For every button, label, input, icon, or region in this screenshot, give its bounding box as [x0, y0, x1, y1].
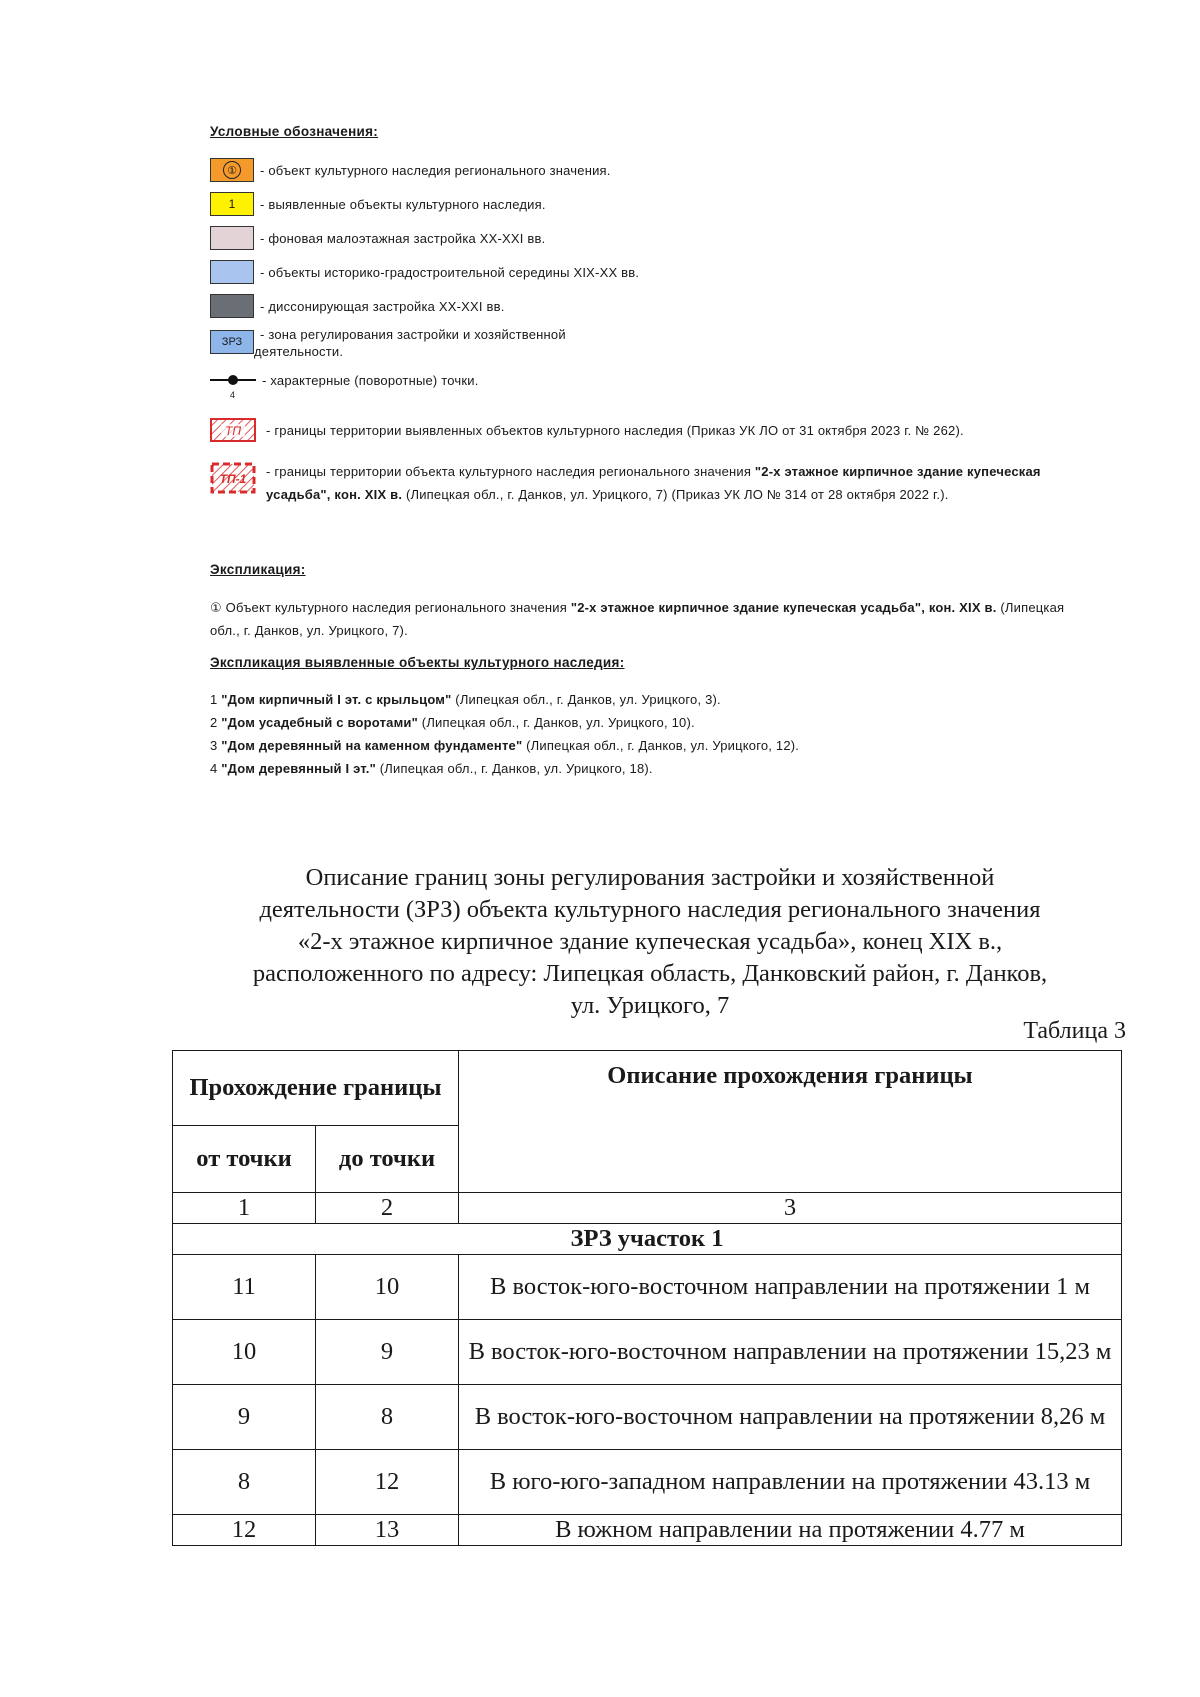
legend-text: - объекты историко-градостроительной середины XIX-XX вв.	[260, 264, 640, 280]
dashed-hatch-icon	[210, 460, 256, 496]
list-item-num: 1	[210, 692, 222, 707]
cell-to: 10	[316, 1255, 459, 1320]
boundary-table	[172, 1050, 1122, 1546]
explication-identified-list	[210, 688, 1090, 780]
turning-point-line-icon	[210, 371, 256, 391]
legend-text: - объект культурного наследия регионального значения.	[260, 162, 611, 178]
legend-item-regional-territory	[210, 460, 1110, 506]
legend-text: - фоновая малоэтажная застройка XX-XXI вв.	[260, 230, 546, 246]
circle-number-icon: ①	[223, 161, 241, 179]
list-item-addr: (Липецкая обл., г. Данков, ул. Урицкого, 3).	[451, 692, 721, 707]
explication-text	[210, 596, 1090, 642]
list-item	[210, 757, 1090, 780]
list-item	[210, 688, 1090, 711]
hatched-red-boundary-icon	[210, 418, 256, 442]
legend-item-turning-points	[210, 371, 479, 399]
cell-from: 11	[173, 1255, 316, 1320]
table-section-row	[173, 1224, 1122, 1255]
cell-from: 10	[173, 1320, 316, 1385]
legend-text: - выявленные объекты культурного наследия.	[260, 196, 546, 212]
section-title: ЗРЗ участок 1	[173, 1224, 1122, 1255]
cell-desc: В восток-юго-восточном направлении на протяжении 1 м	[459, 1255, 1122, 1320]
legend-item-zrz	[210, 326, 566, 360]
list-item-num: 3	[210, 738, 222, 753]
cell-to: 8	[316, 1385, 459, 1450]
header-from: от точки	[173, 1126, 316, 1193]
legend-item-dissonant-buildings	[210, 294, 505, 318]
heading-line: «2-х этажное кирпичное здание купеческая усадьба», конец XIX в.,	[297, 928, 1003, 955]
table-row	[173, 1320, 1122, 1385]
cell-desc: В восток-юго-восточном направлении на протяжении 8,26 м	[459, 1385, 1122, 1450]
list-item-num: 4	[210, 761, 222, 776]
cell-desc: В юго-юго-западном направлении на протяжении 43.13 м	[459, 1450, 1122, 1515]
cell-to: 12	[316, 1450, 459, 1515]
legend-text: - границы территории выявленных объектов культурного наследия (Приказ УК ЛО от 31 октября 2023 г. № 262).	[266, 422, 964, 438]
table-header-row	[173, 1051, 1122, 1126]
table-colnum-row	[173, 1193, 1122, 1224]
swatch-label: ЗРЗ	[221, 336, 243, 348]
list-item-addr: (Липецкая обл., г. Данков, ул. Урицкого, 18).	[375, 761, 653, 776]
circle-one-icon: ①	[210, 600, 222, 615]
swatch-pink	[210, 226, 254, 250]
colnum-cell: 3	[459, 1193, 1122, 1224]
boundary-description-heading	[180, 862, 1120, 1022]
swatch-yellow	[210, 192, 254, 216]
legend-item-regional-object	[210, 158, 611, 182]
svg-text:ТП: ТП	[224, 424, 242, 438]
legend-item-historic-buildings	[210, 260, 639, 284]
list-item-name: "Дом деревянный I эт."	[221, 761, 376, 776]
legend-text-bold: "2-х этажное кирпичное здание купеческая усадьба", кон. XIX в.	[266, 464, 1041, 502]
heading-line: деятельности (ЗРЗ) объекта культурного наследия регионального значения	[259, 896, 1041, 923]
swatch-zrz	[210, 330, 254, 354]
list-item-addr: (Липецкая обл., г. Данков, ул. Урицкого, 10).	[417, 715, 695, 730]
swatch-dark-gray	[210, 294, 254, 318]
list-item	[210, 711, 1090, 734]
legend-item-identified-territory	[210, 418, 964, 442]
list-item	[210, 734, 1090, 757]
explication-bold: "2-х этажное кирпичное здание купеческая усадьба", кон. XIX в.	[570, 600, 997, 615]
legend-text: - характерные (поворотные) точки.	[262, 372, 479, 388]
colnum-cell: 1	[173, 1193, 316, 1224]
explication-identified-title: Экспликация выявленные объекты культурного наследия:	[210, 655, 625, 670]
cell-desc: В восток-юго-восточном направлении на протяжении 15,23 м	[459, 1320, 1122, 1385]
legend-item-background-buildings	[210, 226, 545, 250]
list-item-name: "Дом деревянный на каменном фундаменте"	[221, 738, 523, 753]
legend-text-line: деятельности.	[254, 344, 344, 359]
heading-line: расположенного по адресу: Липецкая область, Данковский район, г. Данков,	[252, 960, 1048, 987]
legend-item-identified-object	[210, 192, 546, 216]
table-row	[173, 1385, 1122, 1450]
swatch-label: 1	[228, 197, 236, 211]
cell-from: 9	[173, 1385, 316, 1450]
legend-text-part: - границы территории объекта культурного наследия регионального значения	[266, 464, 755, 479]
table-caption: Таблица 3	[1023, 1018, 1126, 1044]
hatch-icon	[210, 418, 256, 442]
list-item-name: "Дом усадебный с воротами"	[221, 715, 418, 730]
colnum-cell: 2	[316, 1193, 459, 1224]
table-row	[173, 1515, 1122, 1546]
legend-title: Условные обозначения:	[210, 124, 379, 139]
dashed-red-boundary-icon	[210, 460, 256, 496]
table-row	[173, 1255, 1122, 1320]
cell-from: 12	[173, 1515, 316, 1546]
list-item-num: 2	[210, 715, 222, 730]
svg-text:ТП-1: ТП-1	[219, 472, 247, 486]
header-pass: Прохождение границы	[173, 1051, 459, 1126]
turning-point-number: 4	[230, 390, 236, 400]
header-description: Описание прохождения границы	[459, 1051, 1122, 1193]
header-to: до точки	[316, 1126, 459, 1193]
swatch-orange	[210, 158, 254, 182]
legend	[210, 124, 1110, 502]
list-item-name: "Дом кирпичный I эт. с крыльцом"	[221, 692, 452, 707]
legend-text	[266, 460, 1108, 506]
cell-to: 13	[316, 1515, 459, 1546]
explication-part: (Липецкая обл., г. Данков, ул. Урицкого, 7).	[210, 600, 1065, 638]
legend-text-part: (Липецкая обл., г. Данков, ул. Урицкого, 7) (Приказ УК ЛО № 314 от 28 октября 2022 г.).	[402, 487, 949, 502]
cell-desc: В южном направлении на протяжении 4.77 м	[459, 1515, 1122, 1546]
legend-text-line: - зона регулирования застройки и хозяйственной	[260, 327, 566, 342]
legend-text	[254, 326, 566, 360]
table-row	[173, 1450, 1122, 1515]
legend-text: - диссонирующая застройка XX-XXI вв.	[260, 298, 505, 314]
explication-part: Объект культурного наследия регионального значения	[221, 600, 571, 615]
cell-to: 9	[316, 1320, 459, 1385]
list-item-addr: (Липецкая обл., г. Данков, ул. Урицкого, 12).	[522, 738, 800, 753]
explication-title: Экспликация:	[210, 562, 306, 577]
heading-line: Описание границ зоны регулирования застройки и хозяйственной	[305, 864, 995, 891]
swatch-light-blue	[210, 260, 254, 284]
heading-line: ул. Урицкого, 7	[570, 992, 730, 1019]
turning-point-icon	[210, 371, 256, 399]
cell-from: 8	[173, 1450, 316, 1515]
